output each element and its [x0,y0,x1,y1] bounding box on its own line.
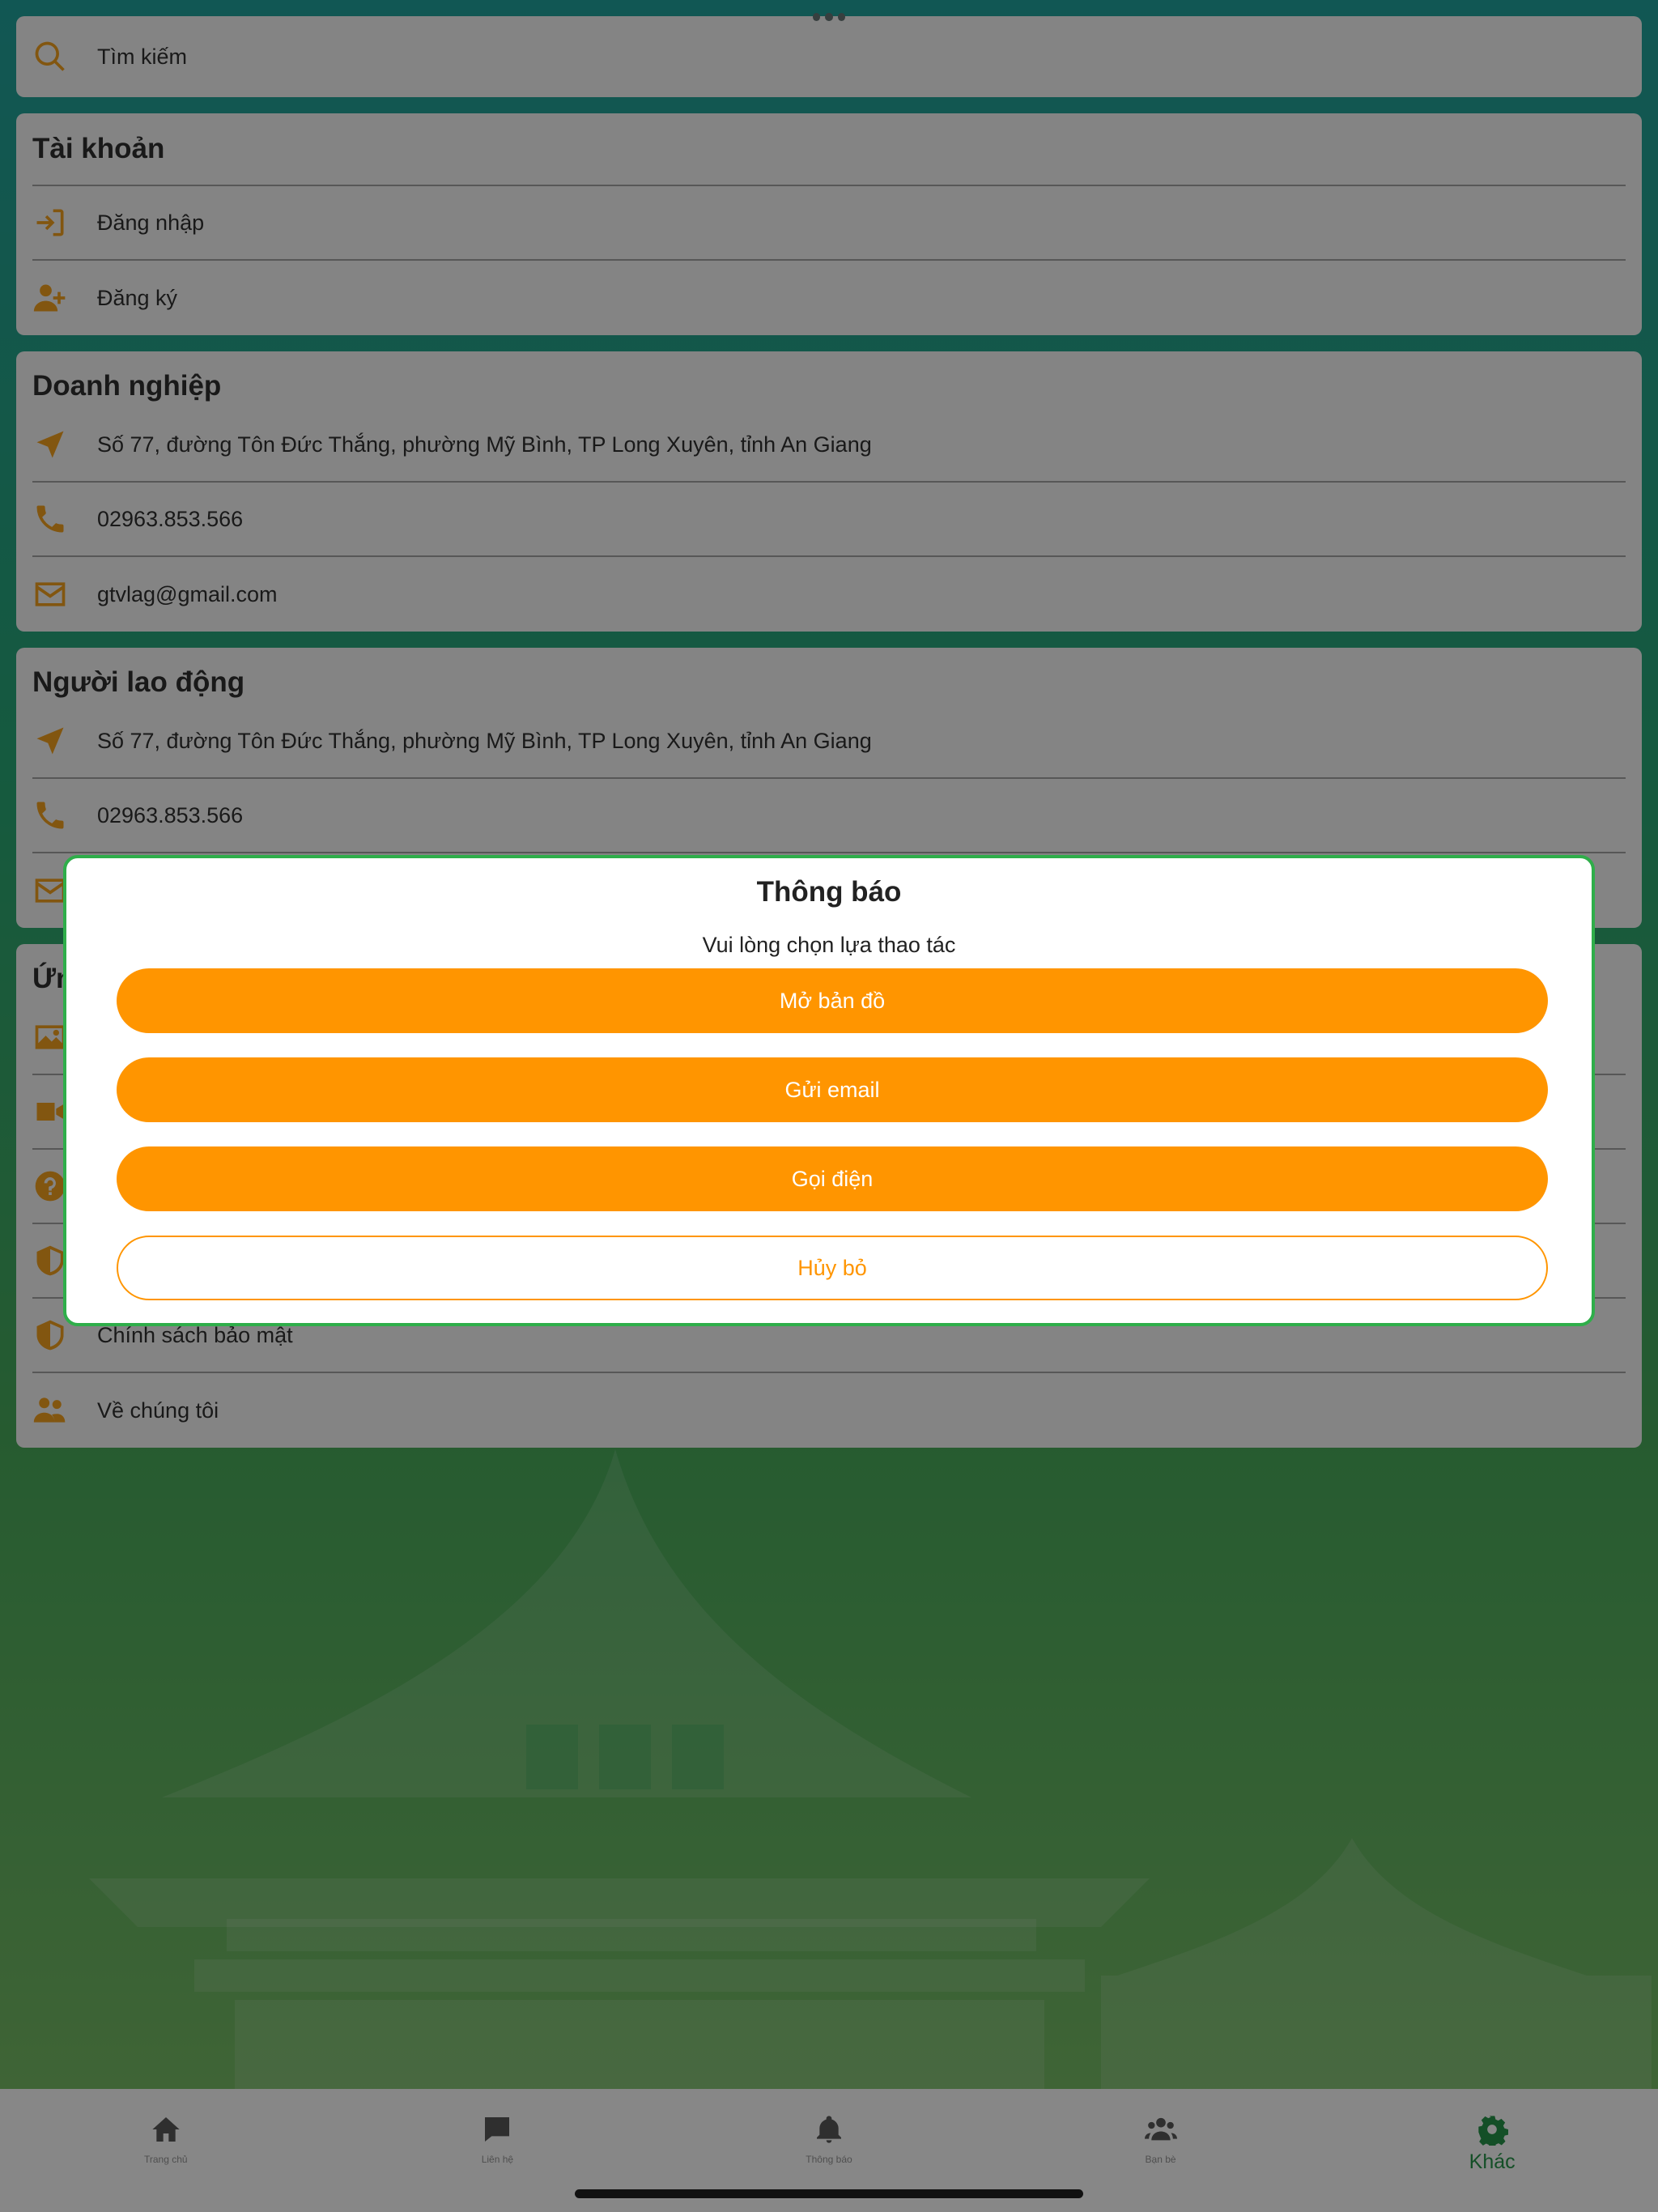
action-dialog [63,855,1595,1326]
send-email-button[interactable]: Gửi email [117,1057,1548,1122]
dialog-message: Vui lòng chọn lựa thao tác [702,933,956,957]
open-map-button[interactable]: Mở bản đồ [117,968,1548,1033]
call-button[interactable]: Gọi điện [117,1146,1548,1211]
dialog-title: Thông báo [756,876,902,908]
home-indicator[interactable] [575,2189,1083,2198]
cancel-button[interactable]: Hủy bỏ [117,1236,1548,1300]
